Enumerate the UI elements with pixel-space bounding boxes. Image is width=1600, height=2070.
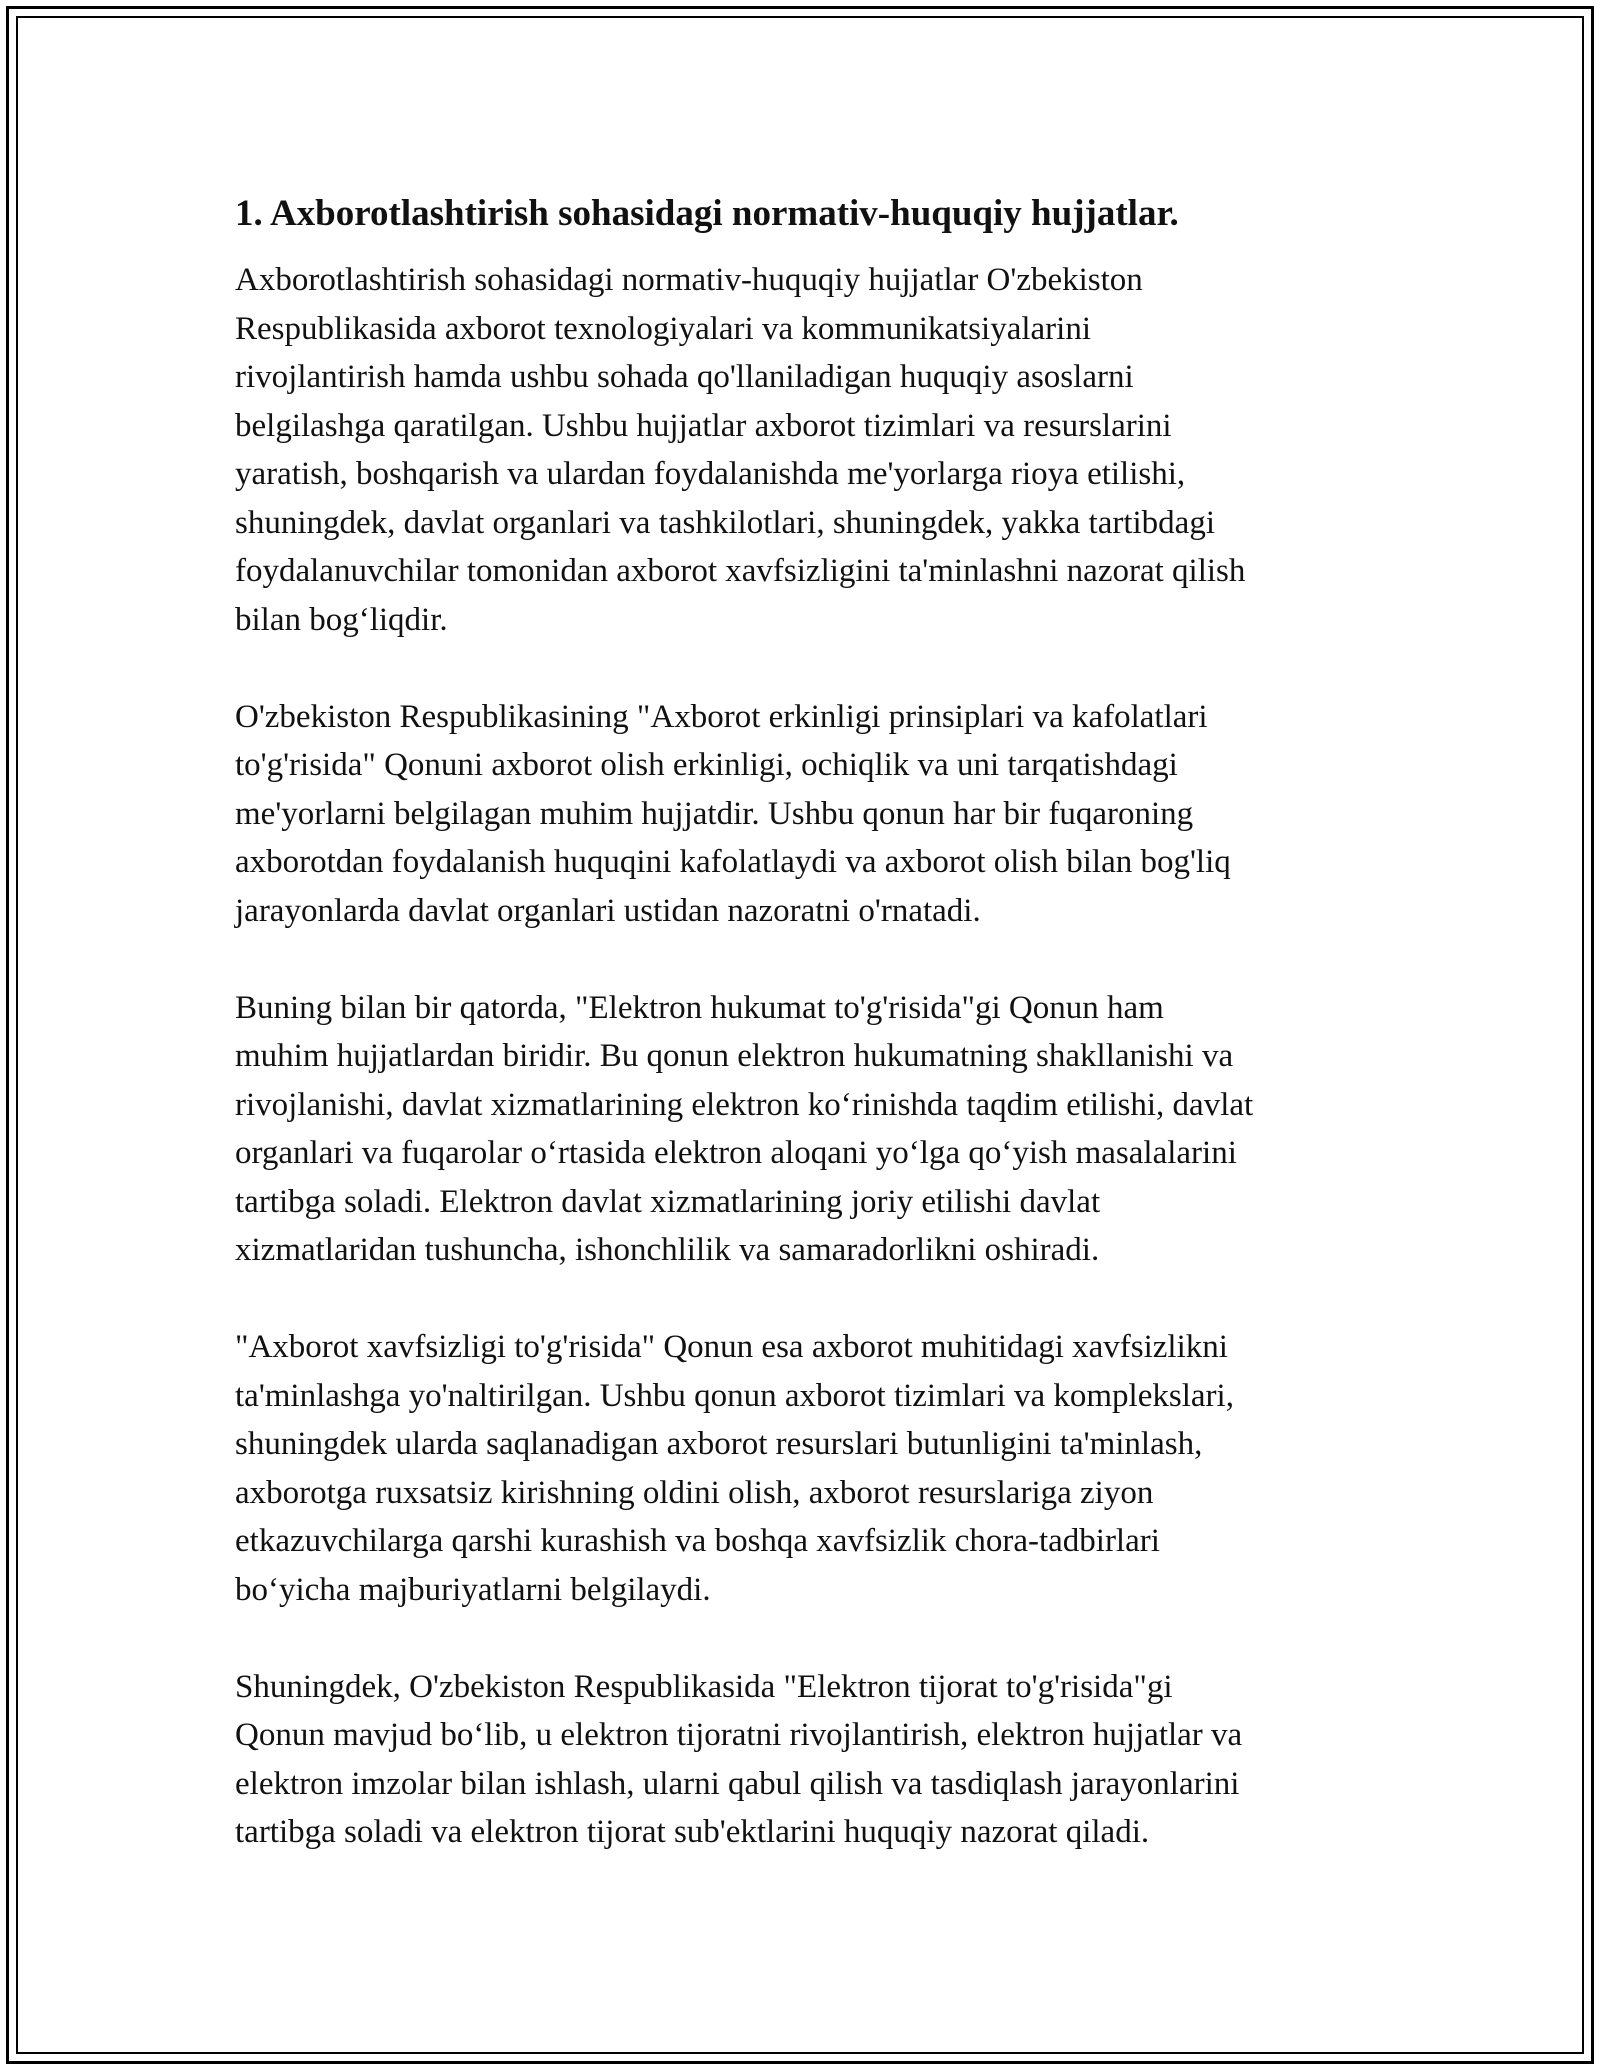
- paragraph-line: axborotga ruxsatsiz kirishning oldini olish, axborot resurslariga ziyon: [235, 1474, 1154, 1511]
- paragraph-line: Qonun mavjud bo‘lib, u elektron tijoratni rivojlantirish, elektron hujjatlar va: [235, 1717, 1243, 1753]
- paragraph-line: xizmatlaridan tushuncha, ishonchlilik va samaradorlikni oshiradi.: [235, 1232, 1100, 1268]
- paragraph-line: muhim hujjatlardan biridir. Bu qonun elektron hukumatning shakllanishi va: [235, 1038, 1234, 1074]
- paragraph-line: Shuningdek, O'zbekiston Respublikasida "Elektron tijorat to'g'risida"gi: [235, 1668, 1173, 1705]
- paragraph-line: shuningdek ularda saqlanadigan axborot resurslari butunligini ta'minlash,: [235, 1426, 1203, 1462]
- paragraph-line: etkazuvchilarga qarshi kurashish va boshqa xavfsizlik chora-tadbirlari: [235, 1523, 1160, 1559]
- paragraph-line: "Axborot xavfsizligi to'g'risida" Qonun esa axborot muhitidagi xavfsizlikni: [235, 1329, 1228, 1365]
- paragraph-line: Axborotlashtirish sohasidagi normativ-huquqiy hujjatlar O'zbekiston: [235, 262, 1143, 298]
- paragraph-line: rivojlantirish hamda ushbu sohada qo'llaniladigan huquqiy asoslarni: [235, 359, 1134, 395]
- paragraph-line: belgilashga qaratilgan. Ushbu hujjatlar axborot tizimlari va resurslarini: [235, 407, 1172, 444]
- paragraph-line: tartibga soladi. Elektron davlat xizmatlarining joriy etilishi davlat: [235, 1183, 1101, 1220]
- paragraph-5: [235, 1663, 1370, 1857]
- paragraph-line: tartibga soladi va elektron tijorat sub'ektlarini huquqiy nazorat qiladi.: [235, 1814, 1150, 1850]
- paragraph-line: foydalanuvchilar tomonidan axborot xavfsizligini ta'minlashni nazorat qilish: [235, 553, 1246, 589]
- paragraph-line: bo‘yicha majburiyatlarni belgilaydi.: [235, 1571, 711, 1608]
- paragraph-2: [235, 693, 1370, 936]
- paragraph-line: me'yorlarni belgilagan muhim hujjatdir. Ushbu qonun har bir fuqaroning: [235, 795, 1194, 832]
- paragraph-line: to'g'risida" Qonuni axborot olish erkinligi, ochiqlik va uni tarqatishdagi: [235, 747, 1178, 783]
- paragraph-line: rivojlanishi, davlat xizmatlarining elektron ko‘rinishda taqdim etilishi, davlat: [235, 1086, 1254, 1123]
- paragraph-line: elektron imzolar bilan ishlash, ularni qabul qilish va tasdiqlash jarayonlarini: [235, 1765, 1240, 1802]
- paragraph-1: [235, 256, 1370, 644]
- document-heading: 1. Axborotlashtirish sohasidagi normativ-huquqiy hujjatlar.: [235, 193, 1179, 234]
- document-body: [235, 188, 1370, 1905]
- paragraph-line: axborotdan foydalanish huquqini kafolatlaydi va axborot olish bilan bog'liq: [235, 844, 1231, 880]
- paragraph-4: [235, 1323, 1370, 1614]
- paragraph-line: jarayonlarda davlat organlari ustidan nazoratni o'rnatadi.: [235, 892, 981, 929]
- paragraph-3: [235, 984, 1370, 1275]
- paragraph-line: Buning bilan bir qatorda, "Elektron hukumat to'g'risida"gi Qonun ham: [235, 989, 1164, 1026]
- paragraph-line: Respublikasida axborot texnologiyalari va kommunikatsiyalarini: [235, 310, 1091, 347]
- paragraph-line: ta'minlashga yo'naltirilgan. Ushbu qonun axborot tizimlari va komplekslari,: [235, 1377, 1234, 1414]
- paragraph-line: bilan bog‘liqdir.: [235, 601, 448, 638]
- paragraph-line: yaratish, boshqarish va ulardan foydalanishda me'yorlarga rioya etilishi,: [235, 456, 1186, 492]
- paragraph-line: organlari va fuqarolar o‘rtasida elektron aloqani yo‘lga qo‘yish masalalarini: [235, 1135, 1237, 1171]
- paragraph-line: shuningdek, davlat organlari va tashkilotlari, shuningdek, yakka tartibdagi: [235, 504, 1215, 541]
- paragraph-line: O'zbekiston Respublikasining "Axborot erkinligi prinsiplari va kafolatlari: [235, 698, 1208, 735]
